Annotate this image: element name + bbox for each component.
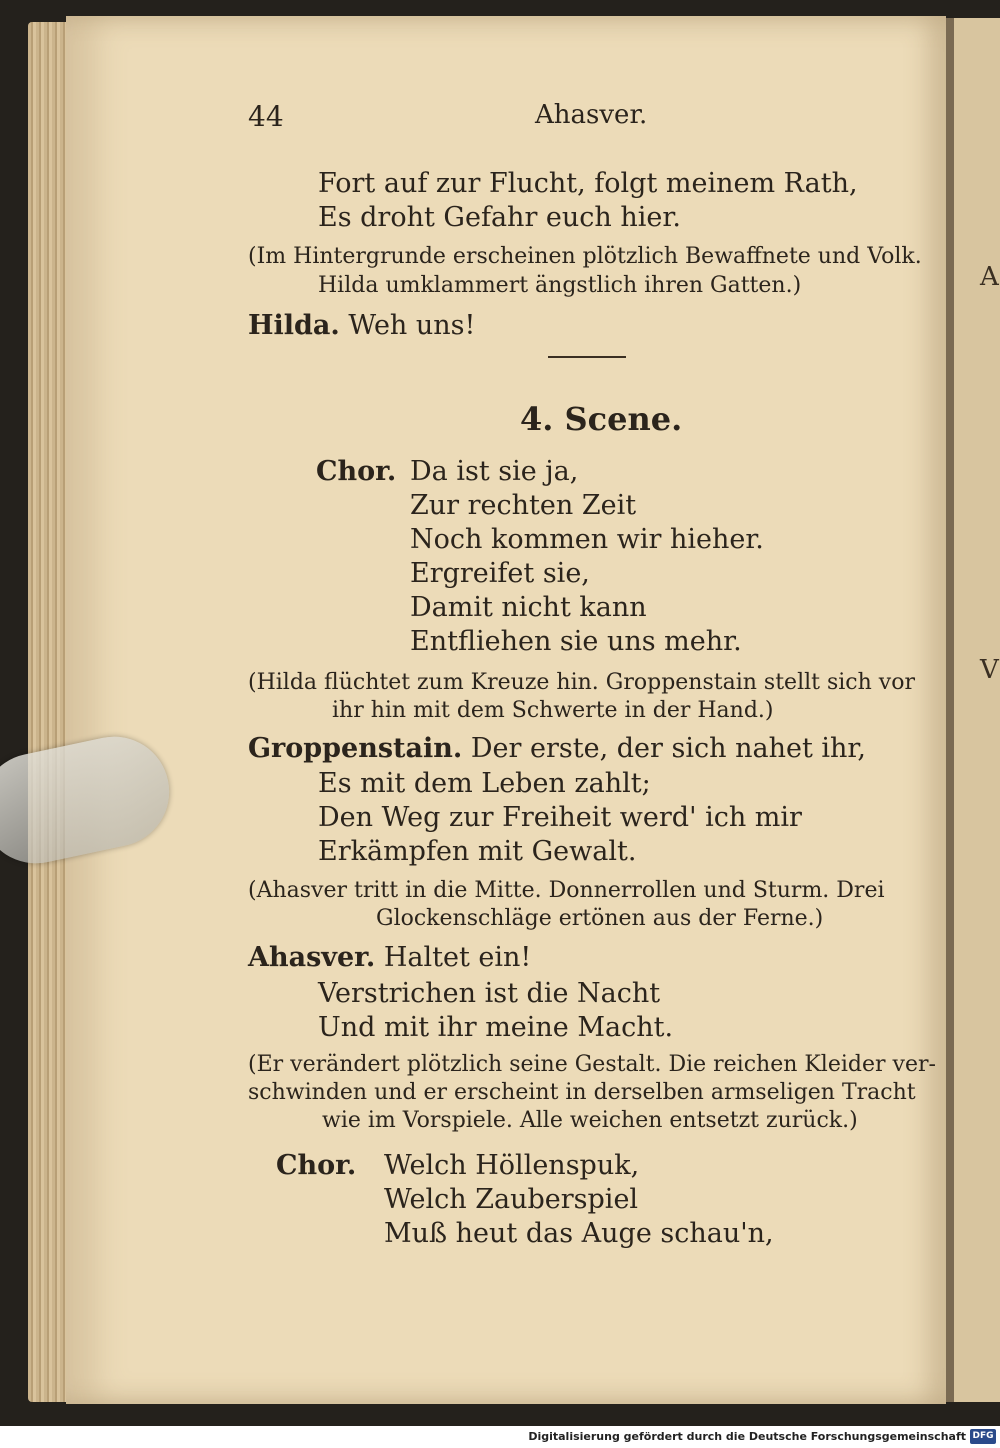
verse-line: Erkämpfen mit Gewalt. [318, 836, 637, 867]
speech-text: Weh uns! [348, 310, 476, 341]
facing-page-glyph: A [980, 262, 999, 292]
running-title: Ahasver. [535, 100, 648, 130]
speaker-name: Groppenstain. [248, 733, 463, 764]
stage-direction: (Im Hintergrunde erscheinen plötzlich Bewaffnete und Volk. [248, 244, 922, 269]
stage-direction: wie im Vorspiele. Alle weichen entsetzt zurück.) [322, 1108, 858, 1133]
verse-line: Damit nicht kann [410, 592, 647, 623]
speech-text: Der erste, der sich nahet ihr, [470, 733, 866, 764]
verse-line: Fort auf zur Flucht, folgt meinem Rath, [318, 168, 858, 199]
funding-credit: Digitalisierung gefördert durch die Deutsche Forschungsgemeinschaft [528, 1430, 966, 1443]
stage-direction: Glockenschläge ertönen aus der Ferne.) [376, 906, 824, 931]
stage-direction: ihr hin mit dem Schwerte in der Hand.) [332, 698, 774, 723]
speaker-name: Ahasver. [248, 942, 376, 973]
stage-direction: schwinden und er erscheint in derselben armseligen Tracht [248, 1080, 916, 1105]
speaker-name: Chor. [276, 1150, 357, 1181]
verse-line: Welch Höllenspuk, [384, 1150, 640, 1181]
facing-page-glyph: V [980, 655, 999, 685]
speaker-line [248, 733, 866, 764]
stage-direction: Hilda umklammert ängstlich ihren Gatten.) [318, 273, 802, 298]
verse-line: Und mit ihr meine Macht. [318, 1012, 674, 1043]
facing-page-edge [946, 18, 1000, 1402]
speaker-name: Chor. [316, 456, 397, 487]
verse-line: Ergreifet sie, [410, 558, 590, 589]
verse-line: Welch Zauberspiel [384, 1184, 639, 1215]
stage-direction: (Hilda flüchtet zum Kreuze hin. Groppenstain stellt sich vor [248, 670, 915, 695]
footer-bar [0, 1426, 1000, 1448]
verse-line: Es droht Gefahr euch hier. [318, 202, 681, 233]
speaker-line [248, 310, 475, 341]
verse-line: Da ist sie ja, [410, 456, 579, 487]
speech-text: Haltet ein! [383, 942, 532, 973]
verse-line: Zur rechten Zeit [410, 490, 637, 521]
page-number: 44 [248, 100, 284, 133]
stage-direction: (Er verändert plötzlich seine Gestalt. Die reichen Kleider ver- [248, 1052, 936, 1077]
stage-direction: (Ahasver tritt in die Mitte. Donnerrollen und Sturm. Drei [248, 878, 885, 903]
dfg-logo-icon: DFG [970, 1429, 996, 1444]
speaker-line [248, 942, 531, 973]
verse-line: Es mit dem Leben zahlt; [318, 768, 651, 799]
verse-line: Muß heut das Auge schau'n, [384, 1218, 774, 1249]
verse-line: Entfliehen sie uns mehr. [410, 626, 742, 657]
verse-line: Verstrichen ist die Nacht [318, 978, 661, 1009]
verse-line: Den Weg zur Freiheit werd' ich mir [318, 802, 802, 833]
scene-heading: 4. Scene. [520, 400, 683, 438]
speaker-name: Hilda. [248, 310, 340, 341]
verse-line: Noch kommen wir hieher. [410, 524, 764, 555]
section-divider [548, 356, 626, 358]
